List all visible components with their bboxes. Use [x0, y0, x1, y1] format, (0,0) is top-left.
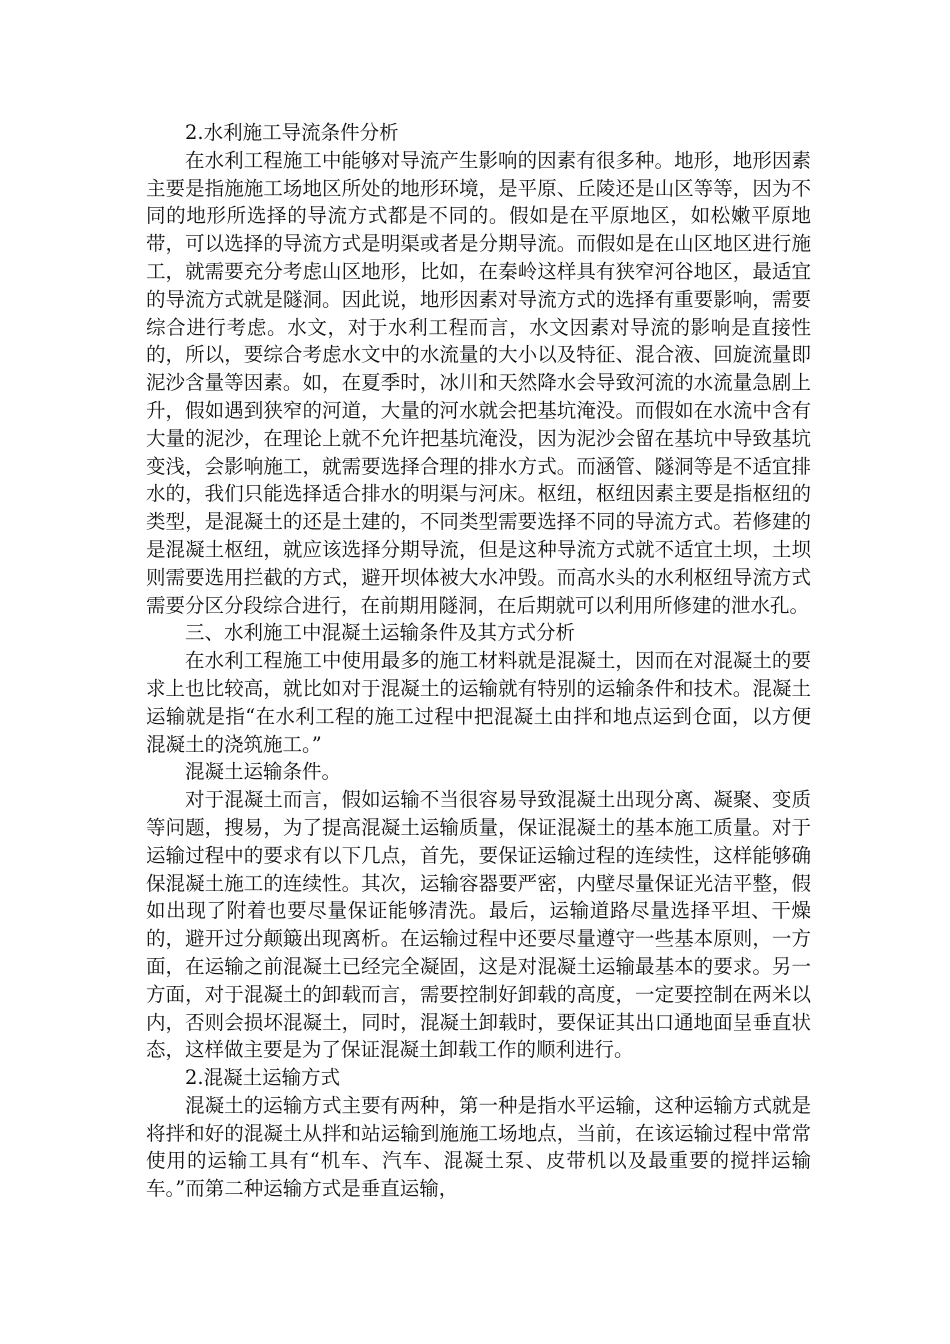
subsection-heading: 混凝土运输条件。 [185, 760, 342, 784]
body-paragraph: 混凝土的运输方式主要有两种，第一种是指水平运输，这种运输方式就是将拌和好的混凝土从拌和站运输到施施工场地点，当前，在该运输过程中常常使用的运输工具有“机车、汽车、混凝土泵、皮带机以及最重要的搅拌运输车。”而第二种运输方式是垂直运输， [146, 1093, 811, 1201]
body-paragraph: 对于混凝土而言，假如运输不当很容易导致混凝土出现分离、凝聚、变质等问题，搜易，为了提高混凝土运输质量，保证混凝土的基本施工质量。对于运输过程中的要求有以下几点，首先，要保证运输过程的连续性，这样能够确保混凝土施工的连续性。其次，运输容器要严密，内壁尽量保证光洁平整，假如出现了附着也要尽量保证能够清洗。最后，运输道路尽量选择平坦、干燥的，避开过分颠簸出现离析。在运输过程中还要尽量遵守一些基本原则，一方面，在运输之前混凝土已经完全凝固，这是对混凝土运输最基本的要求。另一方面，对于混凝土的卸载而言，需要控制好卸载的高度，一定要控制在两米以内，否则会损坏混凝土，同时，混凝土卸载时，要保证其出口通地面呈垂直状态，这样做主要是为了保证混凝土卸载工作的顺利进行。 [146, 788, 811, 1062]
section-heading: 2.水利施工导流条件分析 [185, 121, 399, 144]
section-heading: 三、水利施工中混凝土运输条件及其方式分析 [185, 621, 576, 645]
section-heading: 2.混凝土运输方式 [185, 1066, 341, 1090]
body-paragraph: 在水利工程施工中能够对导流产生影响的因素有很多种。地形，地形因素主要是指施施工场地区所处的地形环境，是平原、丘陵还是山区等等，因为不同的地形所选择的导流方式都是不同的。假如是在平原地区，如松嫩平原地带，可以选择的导流方式是明渠或者是分期导流。而假如是在山区地区进行施工，就需要充分考虑山区地形，比如，在秦岭这样具有狭窄河谷地区，最适宜的导流方式就是隧洞。因此说，地形因素对导流方式的选择有重要影响，需要综合进行考虑。水文，对于水利工程而言，水文因素对导流的影响是直接性的，所以，要综合考虑水文中的水流量的大小以及特征、混合液、回旋流量即泥沙含量等因素。如，在夏季时，冰川和天然降水会导致河流的水流量急剧上升，假如遇到狭窄的河道，大量的河水就会把基坑淹没。而假如在水流中含有大量的泥沙，在理论上就不允许把基坑淹没，因为泥沙会留在基坑中导致基坑变浅，会影响施工，就需要选择合理的排水方式。而涵管、隧洞等是不适宜排水的，我们只能选择适合排水的明渠与河床。枢纽，枢纽因素主要是指枢纽的类型，是混凝土的还是土建的，不同类型需要选择不同的导流方式。若修建的是混凝土枢纽，就应该选择分期导流，但是这种导流方式就不适宜土坝，土坝则需要选用拦截的方式，避开坝体被大水冲毁。而高水头的水利枢纽导流方式需要分区分段综合进行，在前期用隧洞，在后期就可以利用所修建的泄水孔。 [146, 148, 811, 617]
document-body [146, 119, 811, 1203]
body-paragraph: 在水利工程施工中使用最多的施工材料就是混凝土，因而在对混凝土的要求上也比较高，就比如对于混凝土的运输就有特别的运输条件和技术。混凝土运输就是指“在水利工程的施工过程中把混凝土由拌和地点运到仓面，以方便混凝土的浇筑施工。” [146, 649, 811, 756]
